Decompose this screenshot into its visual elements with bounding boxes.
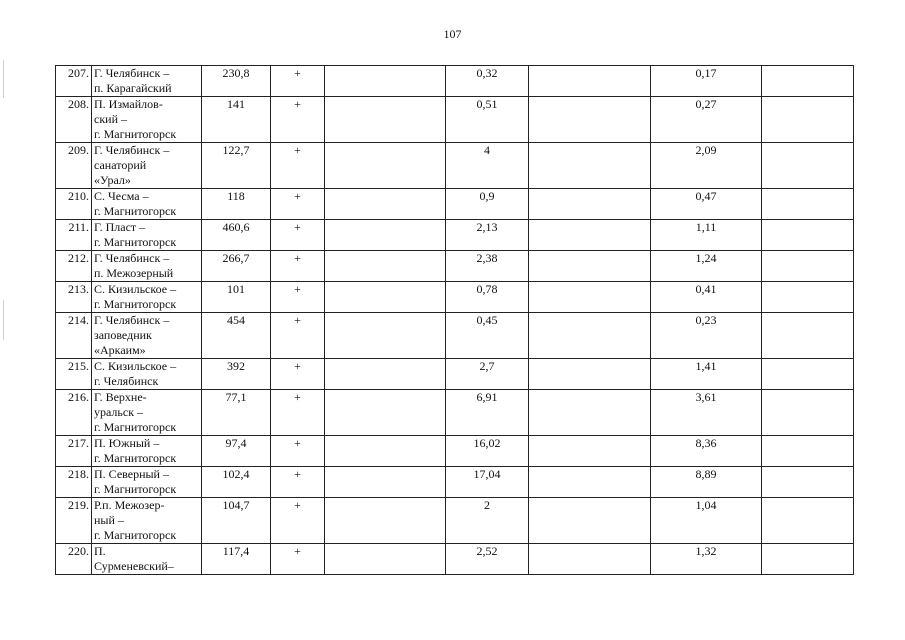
mark-cell: + <box>271 390 325 436</box>
mark-cell: + <box>271 220 325 251</box>
value1-cell: 0,78 <box>446 282 529 313</box>
empty-cell <box>762 467 854 498</box>
table-row <box>56 282 854 313</box>
empty-cell <box>762 251 854 282</box>
empty-cell <box>325 220 446 251</box>
empty-cell <box>762 220 854 251</box>
route-cell <box>92 143 202 189</box>
route-cell <box>92 282 202 313</box>
route-cell <box>92 313 202 359</box>
route-line: П. Северный – <box>94 467 169 481</box>
value1-cell: 16,02 <box>446 436 529 467</box>
route-line: п. Межозерный <box>94 266 174 280</box>
value2-cell: 1,41 <box>651 359 762 390</box>
length-cell: 104,7 <box>202 498 271 544</box>
empty-cell <box>762 544 854 575</box>
route-line: г. Магнитогорск <box>94 235 177 249</box>
row-number-cell: 208. <box>56 97 92 143</box>
empty-cell <box>762 359 854 390</box>
route-line: ский – <box>94 112 127 126</box>
value1-cell: 17,04 <box>446 467 529 498</box>
empty-cell <box>325 313 446 359</box>
route-line: г. Магнитогорск <box>94 127 177 141</box>
route-cell <box>92 467 202 498</box>
route-line: г. Магнитогорск <box>94 482 177 496</box>
empty-cell <box>762 143 854 189</box>
empty-cell <box>529 359 651 390</box>
empty-cell <box>325 436 446 467</box>
table-row <box>56 498 854 544</box>
value2-cell: 0,47 <box>651 189 762 220</box>
row-number-cell: 220. <box>56 544 92 575</box>
length-cell: 460,6 <box>202 220 271 251</box>
empty-cell <box>529 436 651 467</box>
empty-cell <box>325 390 446 436</box>
route-line: г. Магнитогорск <box>94 420 177 434</box>
empty-cell <box>325 498 446 544</box>
value1-cell: 2,7 <box>446 359 529 390</box>
empty-cell <box>529 251 651 282</box>
page-number: 107 <box>443 27 462 41</box>
route-line: г. Магнитогорск <box>94 204 177 218</box>
length-cell: 118 <box>202 189 271 220</box>
empty-cell <box>762 436 854 467</box>
empty-cell <box>762 97 854 143</box>
route-line: П. Южный – <box>94 436 160 450</box>
length-cell: 230,8 <box>202 66 271 97</box>
value1-cell: 2,38 <box>446 251 529 282</box>
table-row <box>56 467 854 498</box>
row-number-cell: 216. <box>56 390 92 436</box>
length-cell: 97,4 <box>202 436 271 467</box>
route-line: П. <box>94 544 106 558</box>
row-number-cell: 210. <box>56 189 92 220</box>
route-cell <box>92 66 202 97</box>
empty-cell <box>529 498 651 544</box>
length-cell: 117,4 <box>202 544 271 575</box>
length-cell: 77,1 <box>202 390 271 436</box>
value1-cell: 2,13 <box>446 220 529 251</box>
route-line: С. Чесма – <box>94 189 149 203</box>
value2-cell: 1,32 <box>651 544 762 575</box>
length-cell: 454 <box>202 313 271 359</box>
mark-cell: + <box>271 189 325 220</box>
mark-cell: + <box>271 544 325 575</box>
value2-cell: 1,04 <box>651 498 762 544</box>
route-cell <box>92 436 202 467</box>
length-cell: 102,4 <box>202 467 271 498</box>
mark-cell: + <box>271 282 325 313</box>
value1-cell: 4 <box>446 143 529 189</box>
mark-cell: + <box>271 66 325 97</box>
row-number-cell: 215. <box>56 359 92 390</box>
route-line: Сурменевский– <box>94 559 174 573</box>
row-number-cell: 218. <box>56 467 92 498</box>
scan-margin-mark <box>3 300 4 340</box>
value2-cell: 1,24 <box>651 251 762 282</box>
table-row <box>56 359 854 390</box>
route-line: Г. Челябинск – <box>94 143 170 157</box>
value1-cell: 0,45 <box>446 313 529 359</box>
row-number-cell: 209. <box>56 143 92 189</box>
empty-cell <box>325 544 446 575</box>
empty-cell <box>529 467 651 498</box>
route-cell <box>92 97 202 143</box>
route-cell <box>92 390 202 436</box>
route-line: заповедник <box>94 328 152 342</box>
route-cell <box>92 220 202 251</box>
table-row <box>56 251 854 282</box>
empty-cell <box>529 220 651 251</box>
empty-cell <box>529 313 651 359</box>
empty-cell <box>325 467 446 498</box>
length-cell: 141 <box>202 97 271 143</box>
empty-cell <box>325 251 446 282</box>
length-cell: 392 <box>202 359 271 390</box>
table-row <box>56 544 854 575</box>
route-line: С. Кизильское – <box>94 282 177 296</box>
value2-cell: 3,61 <box>651 390 762 436</box>
empty-cell <box>529 282 651 313</box>
route-line: п. Карагайский <box>94 81 172 95</box>
value2-cell: 1,11 <box>651 220 762 251</box>
table-row <box>56 313 854 359</box>
empty-cell <box>762 313 854 359</box>
route-line: С. Кизильское – <box>94 359 177 373</box>
routes-table <box>55 65 854 575</box>
route-line: ный – <box>94 513 124 527</box>
value2-cell: 0,17 <box>651 66 762 97</box>
empty-cell <box>529 544 651 575</box>
row-number-cell: 212. <box>56 251 92 282</box>
value1-cell: 0,51 <box>446 97 529 143</box>
row-number-cell: 219. <box>56 498 92 544</box>
empty-cell <box>529 189 651 220</box>
empty-cell <box>325 143 446 189</box>
row-number-cell: 214. <box>56 313 92 359</box>
value2-cell: 8,89 <box>651 467 762 498</box>
route-line: уральск – <box>94 405 144 419</box>
row-number-cell: 213. <box>56 282 92 313</box>
table-row <box>56 220 854 251</box>
route-line: г. Магнитогорск <box>94 297 177 311</box>
empty-cell <box>325 359 446 390</box>
empty-cell <box>762 66 854 97</box>
route-line: санаторий <box>94 158 147 172</box>
value1-cell: 2,52 <box>446 544 529 575</box>
length-cell: 122,7 <box>202 143 271 189</box>
route-line: П. Измайлов- <box>94 97 163 111</box>
table-row <box>56 97 854 143</box>
empty-cell <box>762 498 854 544</box>
route-line: Г. Пласт – <box>94 220 146 234</box>
row-number-cell: 207. <box>56 66 92 97</box>
route-line: Г. Челябинск – <box>94 66 170 80</box>
scan-margin-mark <box>3 60 4 98</box>
empty-cell <box>529 143 651 189</box>
empty-cell <box>529 390 651 436</box>
row-number-cell: 217. <box>56 436 92 467</box>
mark-cell: + <box>271 359 325 390</box>
table-row <box>56 436 854 467</box>
mark-cell: + <box>271 467 325 498</box>
mark-cell: + <box>271 313 325 359</box>
route-cell <box>92 359 202 390</box>
length-cell: 101 <box>202 282 271 313</box>
route-line: Г. Челябинск – <box>94 251 170 265</box>
value2-cell: 8,36 <box>651 436 762 467</box>
mark-cell: + <box>271 498 325 544</box>
route-line: «Урал» <box>94 173 131 187</box>
table-row <box>56 66 854 97</box>
route-cell <box>92 251 202 282</box>
route-line: г. Челябинск <box>94 374 159 388</box>
route-cell <box>92 544 202 575</box>
value2-cell: 0,27 <box>651 97 762 143</box>
route-line: Р.п. Межозер- <box>94 498 165 512</box>
table-row <box>56 143 854 189</box>
row-number-cell: 211. <box>56 220 92 251</box>
value1-cell: 2 <box>446 498 529 544</box>
table-row <box>56 390 854 436</box>
value2-cell: 0,23 <box>651 313 762 359</box>
route-line: г. Магнитогорск <box>94 528 177 542</box>
route-line: «Аркаим» <box>94 343 146 357</box>
value2-cell: 2,09 <box>651 143 762 189</box>
empty-cell <box>325 282 446 313</box>
empty-cell <box>762 390 854 436</box>
empty-cell <box>529 97 651 143</box>
empty-cell <box>762 282 854 313</box>
route-line: Г. Челябинск – <box>94 313 170 327</box>
table-row <box>56 189 854 220</box>
empty-cell <box>762 189 854 220</box>
value1-cell: 0,32 <box>446 66 529 97</box>
mark-cell: + <box>271 143 325 189</box>
value1-cell: 0,9 <box>446 189 529 220</box>
mark-cell: + <box>271 251 325 282</box>
length-cell: 266,7 <box>202 251 271 282</box>
value1-cell: 6,91 <box>446 390 529 436</box>
mark-cell: + <box>271 97 325 143</box>
value2-cell: 0,41 <box>651 282 762 313</box>
empty-cell <box>325 189 446 220</box>
empty-cell <box>325 97 446 143</box>
route-cell <box>92 189 202 220</box>
mark-cell: + <box>271 436 325 467</box>
route-line: г. Магнитогорск <box>94 451 177 465</box>
empty-cell <box>529 66 651 97</box>
empty-cell <box>325 66 446 97</box>
route-cell <box>92 498 202 544</box>
route-line: Г. Верхне- <box>94 390 147 404</box>
